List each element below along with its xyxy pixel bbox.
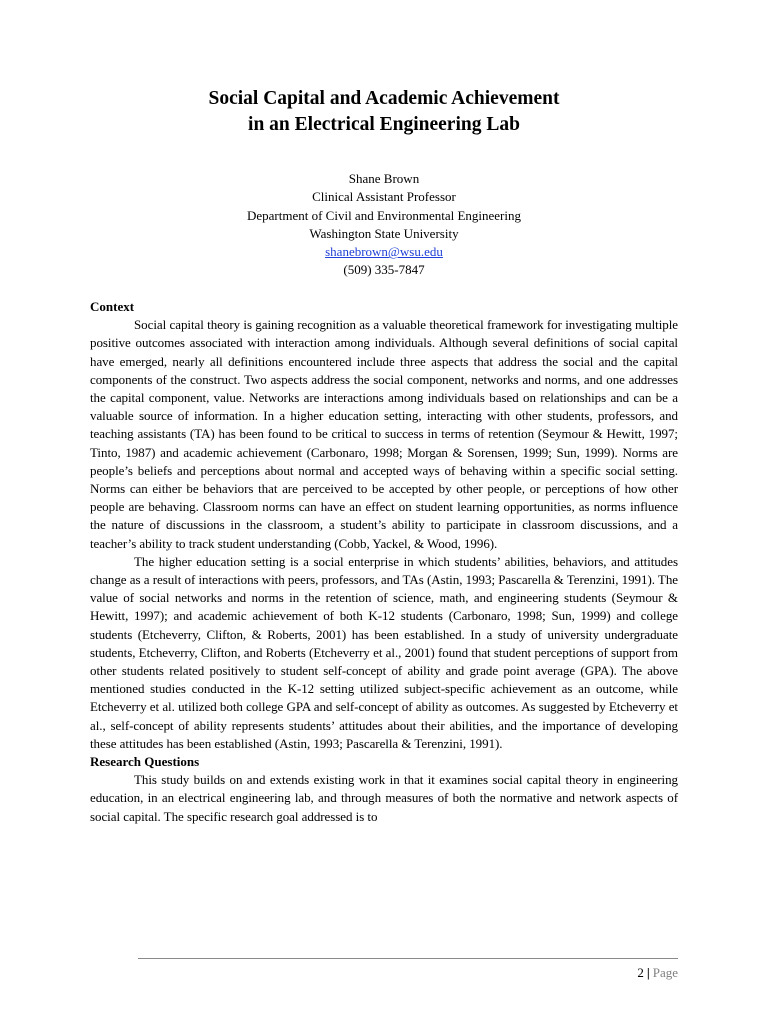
page-number: 2 <box>637 965 644 980</box>
title-line-2: in an Electrical Engineering Lab <box>248 114 520 135</box>
research-questions-paragraph: This study builds on and extends existing work in that it examines social capital theory in engineering education, in an electrical engineering lab, and through measures of both the normative and network aspects of social capital. The specific research goal addressed is to <box>90 772 678 824</box>
footer-divider <box>138 958 678 959</box>
page-label: Page <box>652 965 678 980</box>
footer-separator: | <box>646 965 650 980</box>
title-line-1: Social Capital and Academic Achievement <box>208 88 560 109</box>
author-phone: (509) 335-7847 <box>343 262 425 278</box>
author-university: Washington State University <box>309 225 459 241</box>
context-paragraph-1: Social capital theory is gaining recognition as a valuable theoretical framework for investigating multiple positive outcomes associated with interaction among individuals. Although several definitions of social capital have emerged, nearly all definitions encountered include three aspects that address the social and the capital components of the construct. Two aspects address the social component, networks and norms, and one addresses the capital component, value. Networks are interactions among individuals based on relationships and can be a valuable source of information. In a higher education setting, interacting with other students, professors, and teaching assistants (TA) has been found to be critical to success in terms of retention (Seymour & Hewitt, 1997; Tinto, 1987) and academic achievement (Carbonaro, 1998; Morgan & Sorensen, 1999; Sun, 1999). Norms are people’s beliefs and perceptions about normal and accepted ways of behaving within a specific social setting. Norms can either be behaviors that are perceived to be accepted by other people, or perceptions of how other people are behaving. Classroom norms can have an effect on student learning opportunities, as norms influence the nature of discussions in the classroom, a student’s ability to participate in classroom discussions, and a teacher’s ability to track student understanding (Cobb, Yackel, & Wood, 1996). <box>90 317 678 551</box>
author-email-link[interactable]: shanebrown@wsu.edu <box>325 244 443 260</box>
author-position: Clinical Assistant Professor <box>312 189 456 205</box>
document-title <box>90 86 678 138</box>
context-heading: Context <box>90 299 135 314</box>
context-paragraph-2: The higher education setting is a social enterprise in which students’ abilities, behaviors, and attitudes change as a result of interactions with peers, professors, and TAs (Astin, 1993; Pascarella & Terenzini, 1991). The value of social networks and norms in the retention of science, math, and engineering students (Seymour & Hewitt, 1997); and academic achievement of both K-12 students (Carbonaro, 1998; Sun, 1999) and college students (Etcheverry, Clifton, & Roberts, 2001) has been established. In a study of university undergraduate students, Etcheverry, Clifton, and Roberts (Etcheverry et al., 2001) found that student perceptions of support from other students related positively to student self-concept of ability and grade point average (GPA). The above mentioned studies conducted in the K-12 setting utilized subject-specific achievement as an outcome, while Etcheverry et al. utilized both college GPA and self-concept of ability as outcomes. As suggested by Etcheverry et al., self-concept of ability represents students’ attitudes about their abilities, and the importance of developing these attitudes has been established (Astin, 1993; Pascarella & Terenzini, 1991). <box>90 553 678 751</box>
author-name: Shane Brown <box>348 171 420 186</box>
author-department: Department of Civil and Environmental Engineering <box>246 207 521 223</box>
research-questions-heading: Research Questions <box>90 754 200 770</box>
document-body <box>90 298 678 826</box>
page-footer <box>637 964 678 982</box>
author-block <box>90 170 678 280</box>
